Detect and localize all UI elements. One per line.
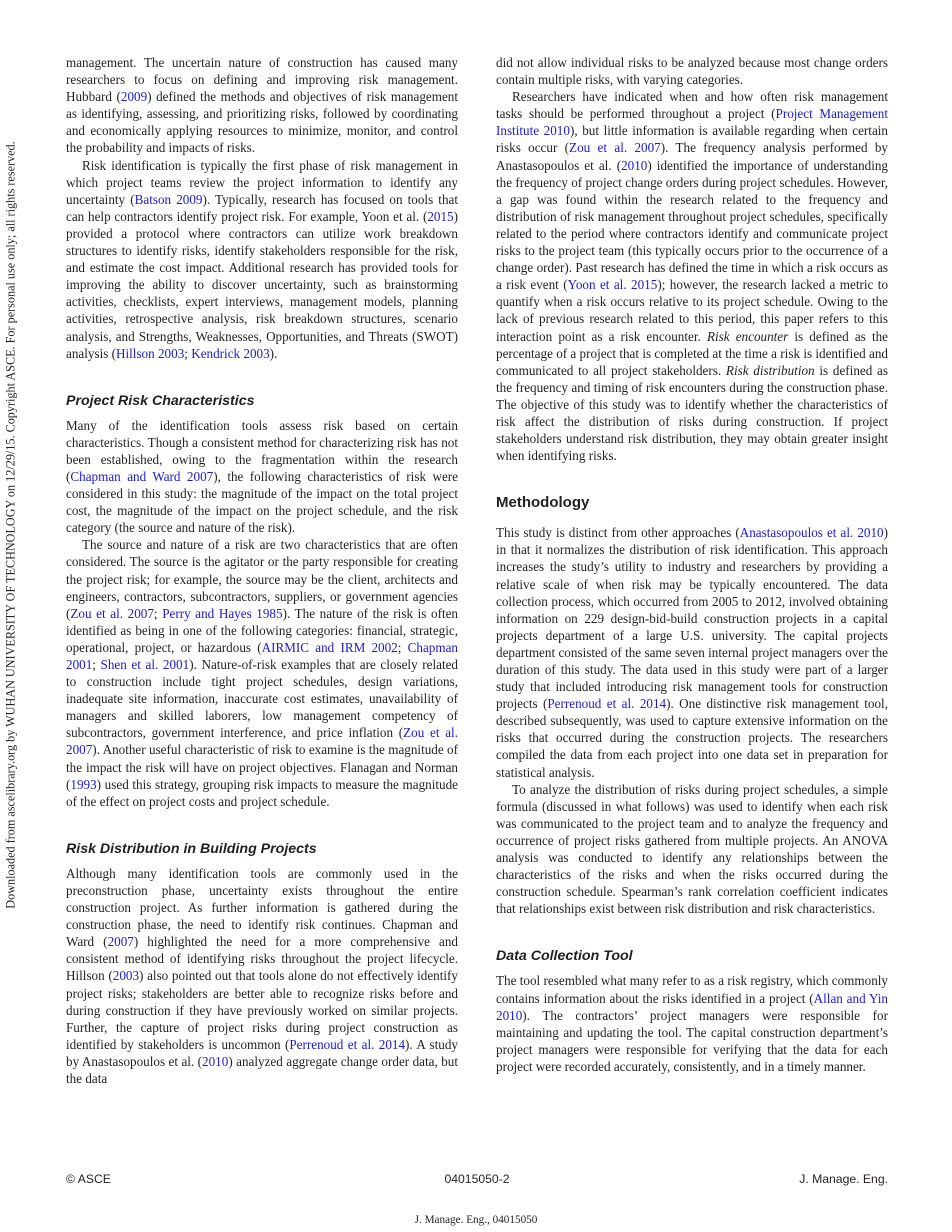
right-column xyxy=(496,54,888,1075)
paragraph: management. The uncertain nature of construction has caused many researchers to focus on defining and improving risk management. Hubbard (2009) defined the methods and objectives of risk management as identifying, assessing, and prioritizing risks, followed by coordinating and economically applying resources to minimize, monitor, and control the probability and impacts of risks. xyxy=(66,55,458,156)
citation-link[interactable]: Shen et al. 2001 xyxy=(100,657,190,672)
citation-link[interactable]: Zou et al. 2007 xyxy=(70,605,154,621)
citation-link[interactable]: Yoon et al. 2015 xyxy=(567,277,658,293)
citation-link[interactable]: Perrenoud et al. 2014 xyxy=(289,1036,406,1052)
footer-copyright: © ASCE xyxy=(66,1172,111,1186)
section-heading-methodology: Methodology xyxy=(496,494,590,512)
citation-link[interactable]: Anastasopoulos et al. 2010 xyxy=(739,525,884,541)
download-notice-text: Downloaded from ascelibrary.org by WUHAN UNIVERSITY OF TECHNOLOGY on 12/29/15. Copyright ASCE. For personal use only; all rights reserved. xyxy=(3,141,18,909)
citation-link[interactable]: Batson 2009 xyxy=(134,191,203,207)
citation-link[interactable]: Hillson 2003 xyxy=(116,345,185,361)
section-heading-project-risk-characteristics: Project Risk Characteristics xyxy=(66,392,255,409)
citation-link[interactable]: 2010 xyxy=(202,1053,229,1069)
paragraph: Researchers have indicated when and how often risk management tasks should be performed throughout a project (Project Management Institute 2010), but little information is available regarding when certain risks occur (Zou et al. 2007). The frequency analysis performed by Anastasopoulos et al. (2010) identified the importance of understanding the frequency of project change orders during project schedules. However, a gap was found within the research related to the frequency and distribution of risk management throughout project schedules, specifically related to the period where contractors identify and communicate project risks to the project team (this typically occurs prior to the occurrence of a change order). Past research has defined the time in which a risk occurs as a risk event (Yoon et al. 2015); however, the research lacked a metric to quantify when a risk occurs relative to its project schedule. Owing to the lack of previous research related to this period, this paper refers to this interaction point as a risk encounter. Risk encounter is defined as the percentage of a project that is completed at the time a risk is identified and communicated to all project stakeholders. Risk distribution is defined as the frequency and timing of risk encounters during the construction phase. The objective of this study was to identify whether the characteristics of risk affect the distribution of risks during construction. If project stakeholders understand risk distribution, they may obtain greater insight when identifying risks. xyxy=(496,89,889,464)
citation-link[interactable]: 2009 xyxy=(120,89,148,105)
bottom-citation: J. Manage. Eng., 04015050 xyxy=(414,1214,538,1226)
footer-page-number: 04015050-2 xyxy=(444,1172,510,1186)
citation-link[interactable]: Zou et al. 2007 xyxy=(569,140,661,156)
paragraph: To analyze the distribution of risks during project schedules, a simple formula (discussed in what follows) was used to identify when each risk was communicated to the project team and to analyze the frequency and occurrence of project risks gathered from multiple projects. An ANOVA analysis was conducted to identify any relationships between the characteristics of the risks and when the risks occurred during the construction schedule. Spearman’s rank correlation coefficient indicates that relationships exist between risk distribution and risk characteristics. xyxy=(496,781,888,917)
paragraph: The tool resembled what many refer to as a risk registry, which commonly contains information about the risks identified in a project (Allan and Yin 2010). The contractors’ project managers were responsible for maintaining and updating the tool. The capital construction department’s project managers were responsible for verifying that the data for each project were recorded accurately, consistently, and in a timely manner. xyxy=(496,973,888,1074)
section-heading-risk-distribution: Risk Distribution in Building Projects xyxy=(66,840,317,857)
citation-link[interactable]: 2015 xyxy=(427,208,454,224)
citation-link[interactable]: Chapman 2001 xyxy=(66,639,459,672)
footer-journal-name: J. Manage. Eng. xyxy=(799,1172,888,1186)
citation-link[interactable]: 1993 xyxy=(70,776,97,792)
paragraph: Many of the identification tools assess risk based on certain characteristics. Though a consistent method for characterizing risk has not been established, owing to the fragmentation within the research (Chapman and Ward 2007), the following characteristics of risk were considered in this study: the magnitude of the impact on the total project cost, the magnitude of the impact on the project schedule, and the risk category (the source and nature of the risk). xyxy=(66,417,458,536)
citation-link[interactable]: Perry and Hayes 1985 xyxy=(162,605,283,621)
citation-link[interactable]: 2007 xyxy=(107,934,134,950)
citation-link[interactable]: Kendrick 2003 xyxy=(191,345,270,361)
citation-link[interactable]: 2010 xyxy=(621,157,648,173)
citation-link[interactable]: Perrenoud et al. 2014 xyxy=(547,696,667,712)
section-heading-data-collection-tool: Data Collection Tool xyxy=(496,948,633,965)
citation-link[interactable]: Zou et al. 2007 xyxy=(66,725,458,758)
citation-link[interactable]: 2003 xyxy=(112,968,140,984)
paragraph: Although many identification tools are commonly used in the preconstruction phase, uncertainty exists throughout the entire construction project. As further information is gathered during the construction phase, the need to identify risk continues. Chapman and Ward (2007) highlighted the need for a more comprehensive and consistent method of identifying risks throughout the project lifecycle. Hillson (2003) also pointed out that tools alone do not effectively identify project risks; stakeholders are better able to recognize risks before and during construction if they have previously worked on similar projects. Further, the capture of project risks during project construction as identified by stakeholders is uncommon (Perrenoud et al. 2014). A study by Anastasopoulos et al. (2010) analyzed aggregate change order data, but the data xyxy=(66,865,458,1086)
paragraph: Risk identification is typically the first phase of risk management in which project teams review the project information to identify any uncertainty (Batson 2009). Typically, research has focused on tools that can help contractors identify project risk. For example, Yoon et al. (2015) provided a protocol where contractors can utilize work breakdown structures to identify risks, identify stakeholders responsible for the risk, and estimate the cost impact. Additional research has provided tools for improving the ability to discover uncertainty, such as brainstorming activities, checklists, expert interviews, management models, planning activities, retrospective analysis, risk breakdown structures, scenario analysis, and Strengths, Weaknesses, Opportunities, and Threats (SWOT) analysis (Hillson 2003; Kendrick 2003). xyxy=(66,157,458,361)
citation-link[interactable]: Allan and Yin 2010 xyxy=(496,990,888,1023)
term-risk-distribution: Risk distribution xyxy=(725,362,815,378)
left-column xyxy=(66,54,458,1087)
paragraph: The source and nature of a risk are two characteristics that are often considered. The source is the agitator or the party responsible for creating the project risk; for example, the source may be the client, architects and engineers, contractors, subcontractors, suppliers, or government agencies (Zou et al. 2007; Perry and Hayes 1985). The nature of the risk is often identified as being in one of the following categories: financial, strategic, operational, project, or hazardous (AIRMIC and IRM 2002; Chapman 2001; Shen et al. 2001). Nature-of-risk examples that are closely related to construction include tight project schedules, design variations, inadequate site information, inaccurate cost estimates, unavailability of managers and skilled laborers, low management competency of subcontractors, government interference, and price inflation (Zou et al. 2007). Another useful characteristic of risk to examine is the magnitude of the impact the risk will have on project objectives. Flanagan and Norman (1993) used this strategy, grouping risk impacts to measure the magnitude of the effect on project costs and project schedule. xyxy=(66,537,459,809)
citation-link[interactable]: Chapman and Ward 2007 xyxy=(70,468,214,484)
paragraph: did not allow individual risks to be analyzed because most change orders contain multiple risks, with varying categories. xyxy=(496,55,888,88)
citation-link[interactable]: Project Management Institute 2010 xyxy=(496,106,889,139)
term-risk-encounter: Risk encounter xyxy=(706,328,789,344)
download-notice-sidebar xyxy=(2,40,20,1010)
page-footer xyxy=(66,1172,888,1188)
paragraph: This study is distinct from other approaches (Anastasopoulos et al. 2010) in that it normalizes the distribution of risk identification. This approach increases the study’s utility to industry and researchers by providing a relative scale of when risk may be typically encountered. The data collection process, which occurred from 2005 to 2012, involved obtaining information on 229 design-bid-build construction projects in a capital projects department of a large U.S. university. The capital projects department consisted of the same seven internal project managers over the duration of this study. The data used in this study were part of a larger study that included introducing risk management tools for construction projects (Perrenoud et al. 2014). One distinctive risk management tool, described subsequently, was used to capture extensive information on the risks that occurred during the construction projects. The researchers compiled the data from each project into one data set in preparation for statistical analysis. xyxy=(496,525,889,780)
citation-link[interactable]: AIRMIC and IRM 2002 xyxy=(261,639,398,655)
